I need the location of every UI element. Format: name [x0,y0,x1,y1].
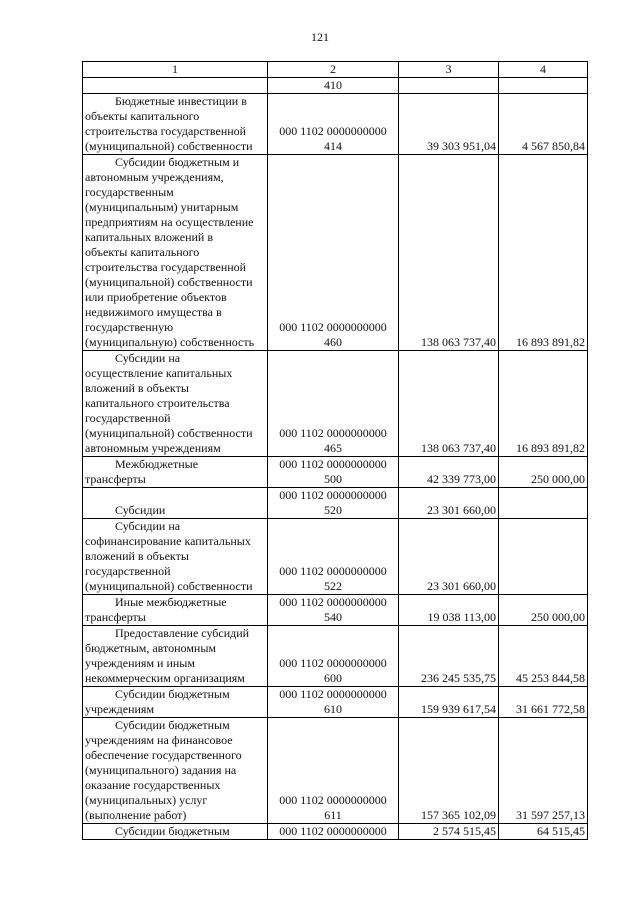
row-value-col4: 64 515,45 [499,824,588,840]
row-name-line: Субсидии бюджетным [115,687,230,701]
row-name-line: объекты капитального [85,109,200,123]
table-row [83,519,588,595]
row-code-line: 611 [324,808,342,822]
header-row [83,62,588,78]
row-code-line: 460 [324,335,342,349]
row-name-line: вложений в объекты [85,549,189,563]
row-name-line: объекты капитального [85,245,200,259]
row-value-col3: 23 301 660,00 [399,488,499,519]
table-body [83,78,588,840]
row-name-line: учреждениям и иным [85,656,195,670]
row-name-cell [83,687,268,718]
row-name-line: предприятиям на осуществление [85,215,254,229]
row-code-line: 000 1102 0000000000 [279,457,387,471]
row-name-cell [83,519,268,595]
page-number: 121 [311,30,329,44]
table-row [83,718,588,824]
row-value-col4 [499,519,588,595]
column-header-3: 3 [399,62,499,78]
row-name-line: автономным учреждениям, [85,170,224,184]
row-name-line: строительства государственной [85,260,247,274]
row-value-col3: 23 301 660,00 [399,519,499,595]
row-name-line: вложений в объекты [85,381,189,395]
row-name-line: государственной [85,411,171,425]
row-code-line: 000 1102 0000000000 [279,564,387,578]
row-name-line: капитальных вложений в [85,230,214,244]
row-code-line: 410 [324,78,342,92]
row-code-cell [268,718,399,824]
row-name-line: учреждениям на финансовое [85,733,233,747]
row-code-line: 000 1102 0000000000 [279,656,387,670]
row-code-line: 000 1102 0000000000 [279,124,387,138]
row-code-line: 522 [324,579,342,593]
table-row [83,94,588,155]
row-value-col4: 250 000,00 [499,595,588,626]
row-code-line: 000 1102 0000000000 [279,488,387,502]
row-code-cell [268,824,399,840]
row-name-line: Межбюджетные [115,457,199,471]
row-code-line: 600 [324,671,342,685]
row-value-col3 [399,78,499,94]
row-code-line: 465 [324,441,342,455]
row-code-cell [268,78,399,94]
table-row [83,488,588,519]
row-name-cell [83,94,268,155]
row-name-line: Субсидии бюджетным [115,718,230,732]
row-code-line: 000 1102 0000000000 [279,824,387,838]
row-name-line: автономным учреждениям [85,441,221,455]
row-code-line: 414 [324,139,342,153]
row-name-cell [83,351,268,457]
table-row [83,351,588,457]
row-code-cell [268,457,399,488]
row-name-cell [83,626,268,687]
row-code-line: 520 [324,503,342,517]
row-value-col4: 250 000,00 [499,457,588,488]
row-name-line: государственным [85,185,174,199]
column-header-2: 2 [268,62,399,78]
table-row [83,626,588,687]
row-name-line: трансферты [85,472,146,486]
row-name-line: учреждениям [85,702,155,716]
row-name-line: некоммерческим организациям [85,671,245,685]
table-row [83,457,588,488]
row-value-col4: 4 567 850,84 [499,94,588,155]
row-name-line: (муниципальной) собственности [85,275,253,289]
row-value-col4: 45 253 844,58 [499,626,588,687]
row-code-line: 500 [324,472,342,486]
row-name-line: Субсидии на [115,351,181,365]
row-name-line: недвижимого имущества в [85,305,222,319]
column-header-1: 1 [83,62,268,78]
row-value-col4: 16 893 891,82 [499,351,588,457]
row-code-line: 000 1102 0000000000 [279,320,387,334]
row-code-cell [268,351,399,457]
row-code-line: 540 [324,610,342,624]
row-value-col4 [499,78,588,94]
row-name-line: оказание государственных [85,778,221,792]
row-name-cell [83,718,268,824]
row-name-line: капитального строительства [85,396,230,410]
row-name-line: (муниципальной) собственности [85,426,253,440]
table-row [83,78,588,94]
row-name-line: или приобретение объектов [85,290,227,304]
row-name-line: государственной [85,564,171,578]
table-row [83,824,588,840]
row-name-line: софинансирование капитальных [85,534,251,548]
table-row [83,595,588,626]
row-name-line: трансферты [85,610,146,624]
row-value-col3: 19 038 113,00 [399,595,499,626]
row-value-col3: 42 339 773,00 [399,457,499,488]
row-name-cell [83,78,268,94]
row-name-line: (муниципальным) унитарным [85,200,239,214]
row-code-cell [268,687,399,718]
column-header-4: 4 [499,62,588,78]
row-name-line: Иные межбюджетные [115,595,227,609]
row-name-line: (выполнение работ) [85,808,187,822]
row-name-line: осуществление капитальных [85,366,233,380]
row-name-line: бюджетным, автономным [85,641,216,655]
row-name-line: (муниципальной) собственности [85,579,253,593]
row-value-col3: 138 063 737,40 [399,155,499,351]
row-value-col3: 157 365 102,09 [399,718,499,824]
row-name-line: государственную [85,320,174,334]
row-value-col4: 16 893 891,82 [499,155,588,351]
row-value-col3: 138 063 737,40 [399,351,499,457]
row-value-col4 [499,488,588,519]
row-name-line: Субсидии [115,503,166,517]
row-name-line: Бюджетные инвестиции в [115,94,247,108]
row-value-col3: 2 574 515,45 [399,824,499,840]
row-name-cell [83,488,268,519]
row-code-cell [268,488,399,519]
row-code-line: 000 1102 0000000000 [279,426,387,440]
row-name-line: Субсидии на [115,519,181,533]
row-name-line: Субсидии бюджетным и [115,155,240,169]
row-code-line: 000 1102 0000000000 [279,793,387,807]
row-code-line: 000 1102 0000000000 [279,687,387,701]
row-code-cell [268,626,399,687]
row-name-line: строительства государственной [85,124,247,138]
row-value-col3: 39 303 951,04 [399,94,499,155]
row-code-line: 610 [324,702,342,716]
row-name-line: (муниципального) задания на [85,763,237,777]
row-name-line: (муниципальной) собственности [85,139,253,153]
row-name-cell [83,155,268,351]
row-name-line: (муниципальных) услуг [85,793,208,807]
budget-table [82,61,588,840]
row-name-cell [83,824,268,840]
row-code-cell [268,519,399,595]
row-name-cell [83,457,268,488]
table-row [83,687,588,718]
row-code-cell [268,155,399,351]
row-name-line: обеспечение государственного [85,748,242,762]
row-code-cell [268,94,399,155]
row-name-line: Предоставление субсидий [115,626,250,640]
row-value-col4: 31 661 772,58 [499,687,588,718]
row-value-col4: 31 597 257,13 [499,718,588,824]
row-value-col3: 236 245 535,75 [399,626,499,687]
table-row [83,155,588,351]
row-code-line: 000 1102 0000000000 [279,595,387,609]
row-name-line: Субсидии бюджетным [115,824,230,838]
row-name-cell [83,595,268,626]
row-value-col3: 159 939 617,54 [399,687,499,718]
row-code-cell [268,595,399,626]
row-name-line: (муниципальную) собственность [85,335,255,349]
